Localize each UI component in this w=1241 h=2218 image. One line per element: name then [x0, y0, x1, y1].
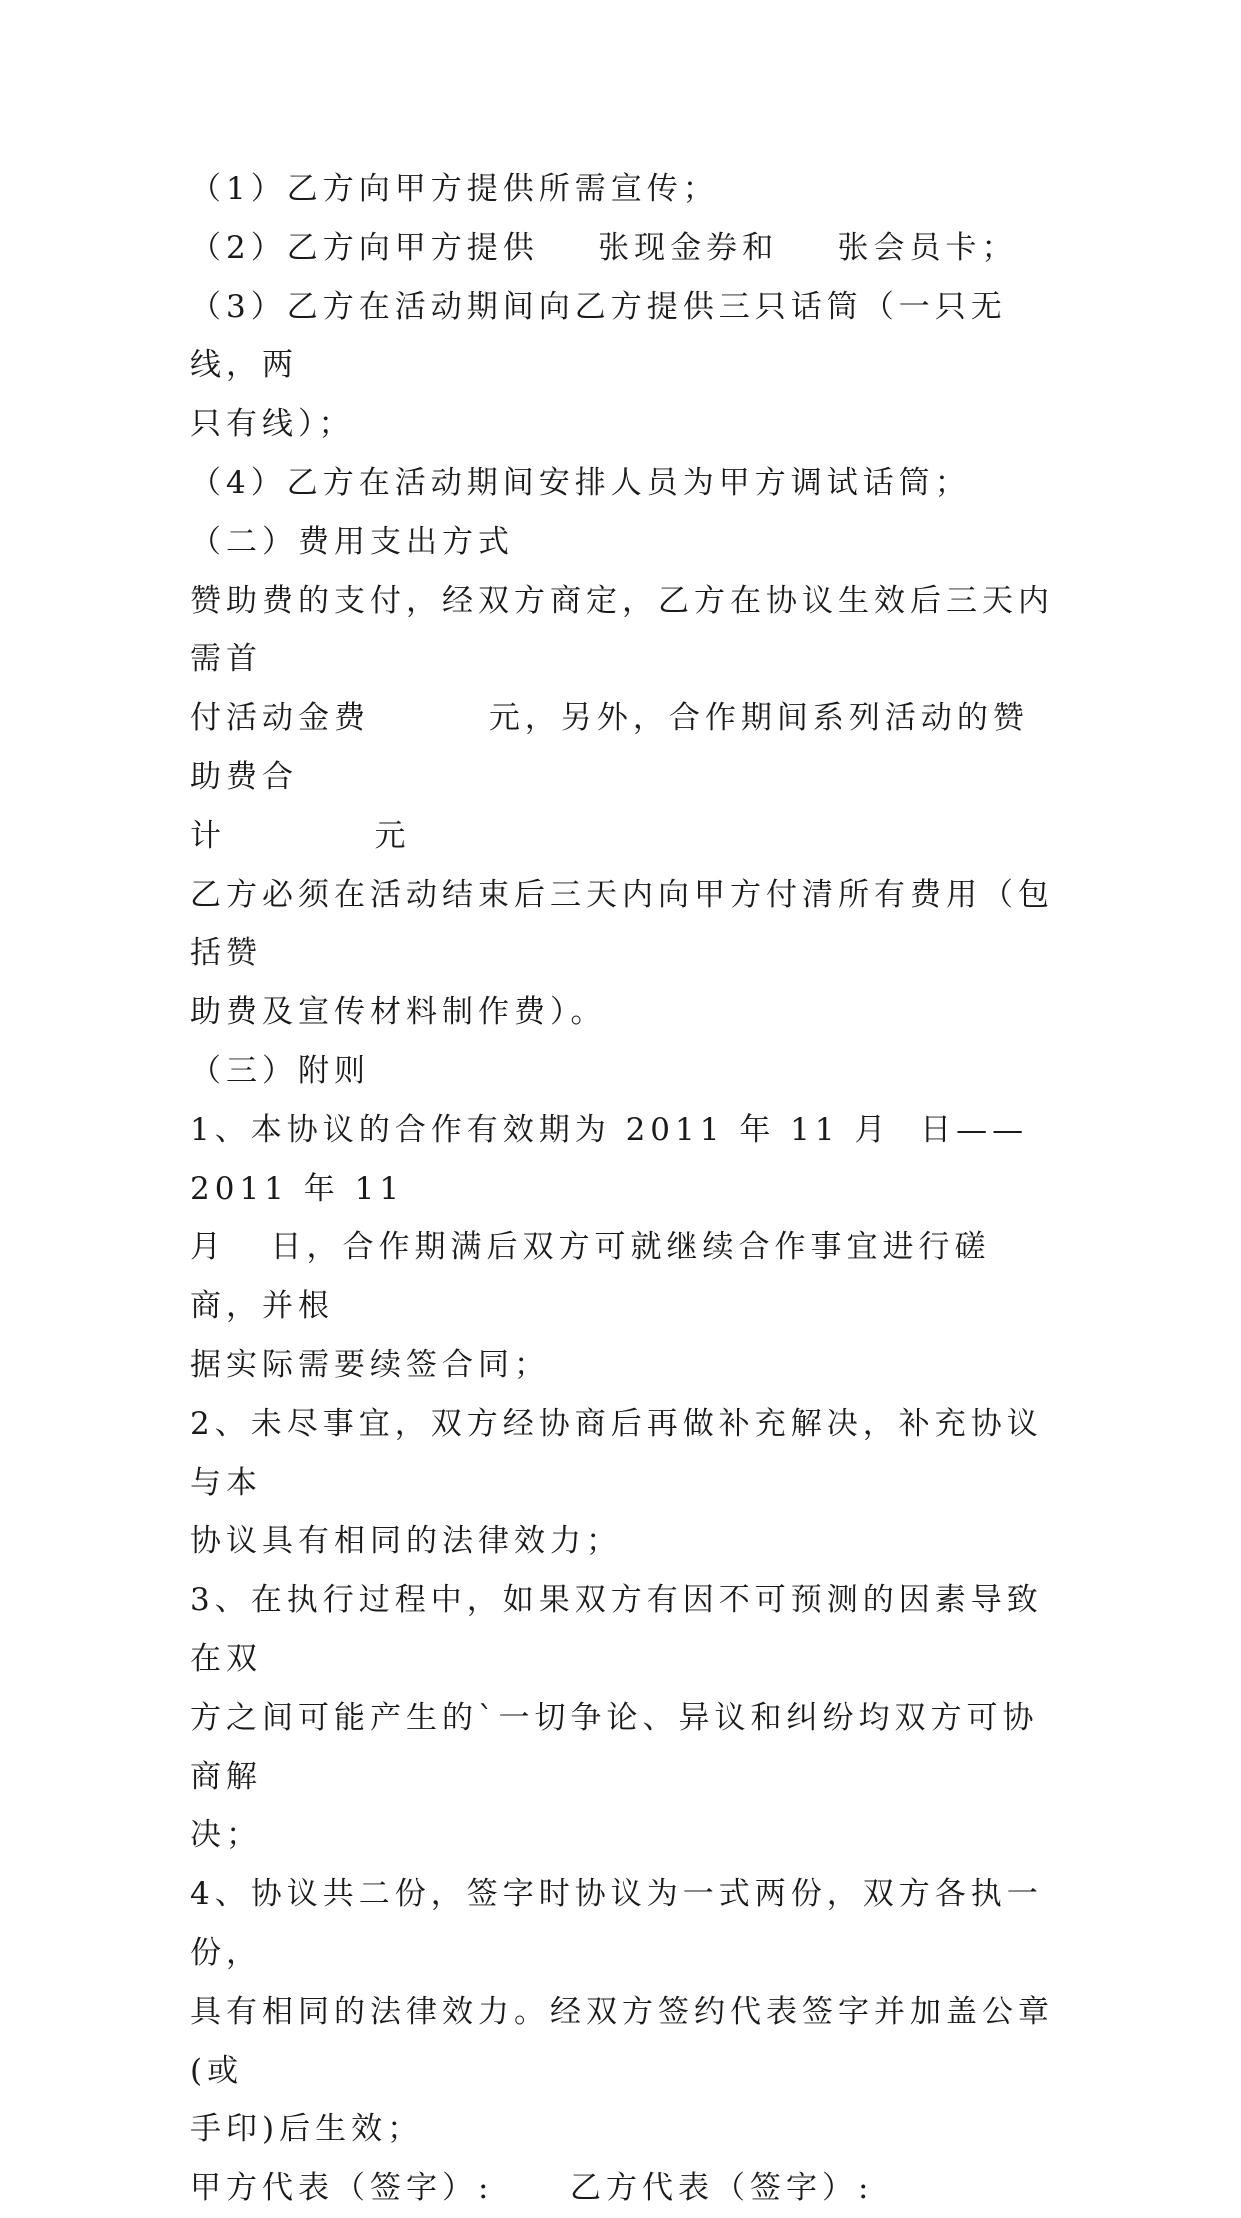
text-line: 4、协议共二份，签字时协议为一式两份，双方各执一份，: [190, 1876, 1043, 1971]
text-line: 月 日，合作期满后双方可就继续合作事宜进行磋商，并根: [190, 1229, 991, 1325]
section-heading: （三）附则: [190, 1052, 370, 1089]
text-line: （3）乙方在活动期间向乙方提供三只话筒（一只无线，两: [190, 288, 1007, 384]
text-line: 付活动金费 元，另外，合作期间系列活动的赞助费合: [190, 700, 1029, 795]
section-heading: （二）费用支出方式: [190, 523, 514, 560]
text-line: 乙方必须在活动结束后三天内向甲方付清所有费用（包括赞: [190, 876, 1054, 972]
party-b-signature-label: 乙方代表（签字）:: [570, 2170, 874, 2207]
text-line: 计 元: [190, 817, 411, 854]
document-body: [190, 160, 1060, 2218]
text-line: 方之间可能产生的`一切争论、异议和纠纷均双方可协商解: [190, 1699, 1039, 1795]
signature-line: [190, 2159, 1060, 2218]
text-line: 具有相同的法律效力。经双方签约代表签字并加盖公章(或: [190, 1993, 1054, 2089]
text-line: 手印)后生效；: [190, 2111, 424, 2148]
text-line: 只有线）；: [190, 406, 355, 443]
text-line: （4）乙方在活动期间安排人员为甲方调试话筒；: [190, 464, 971, 501]
text-line: （1）乙方向甲方提供所需宣传；: [190, 171, 719, 207]
text-line: 协议具有相同的法律效力；: [190, 1523, 622, 1560]
text-line: 据实际需要续签合同；: [190, 1346, 550, 1383]
text-line: （2）乙方向甲方提供 张现金券和 张会员卡；: [190, 229, 1018, 266]
text-line: 1、本协议的合作有效期为 2011 年 11 月 日——2011 年 11: [190, 1111, 1029, 1207]
party-a-signature-label: 甲方代表（签字）:: [190, 2170, 494, 2207]
text-line: 助费及宣传材料制作费）。: [190, 994, 607, 1031]
text-line: 决；: [190, 1817, 262, 1854]
text-line: 赞助费的支付，经双方商定，乙方在协议生效后三天内需首: [190, 582, 1054, 678]
text-line: 3、在执行过程中，如果双方有因不可预测的因素导致在双: [190, 1582, 1043, 1677]
text-line: 2、未尽事宜，双方经协商后再做补充解决，补充协议与本: [190, 1405, 1043, 1501]
